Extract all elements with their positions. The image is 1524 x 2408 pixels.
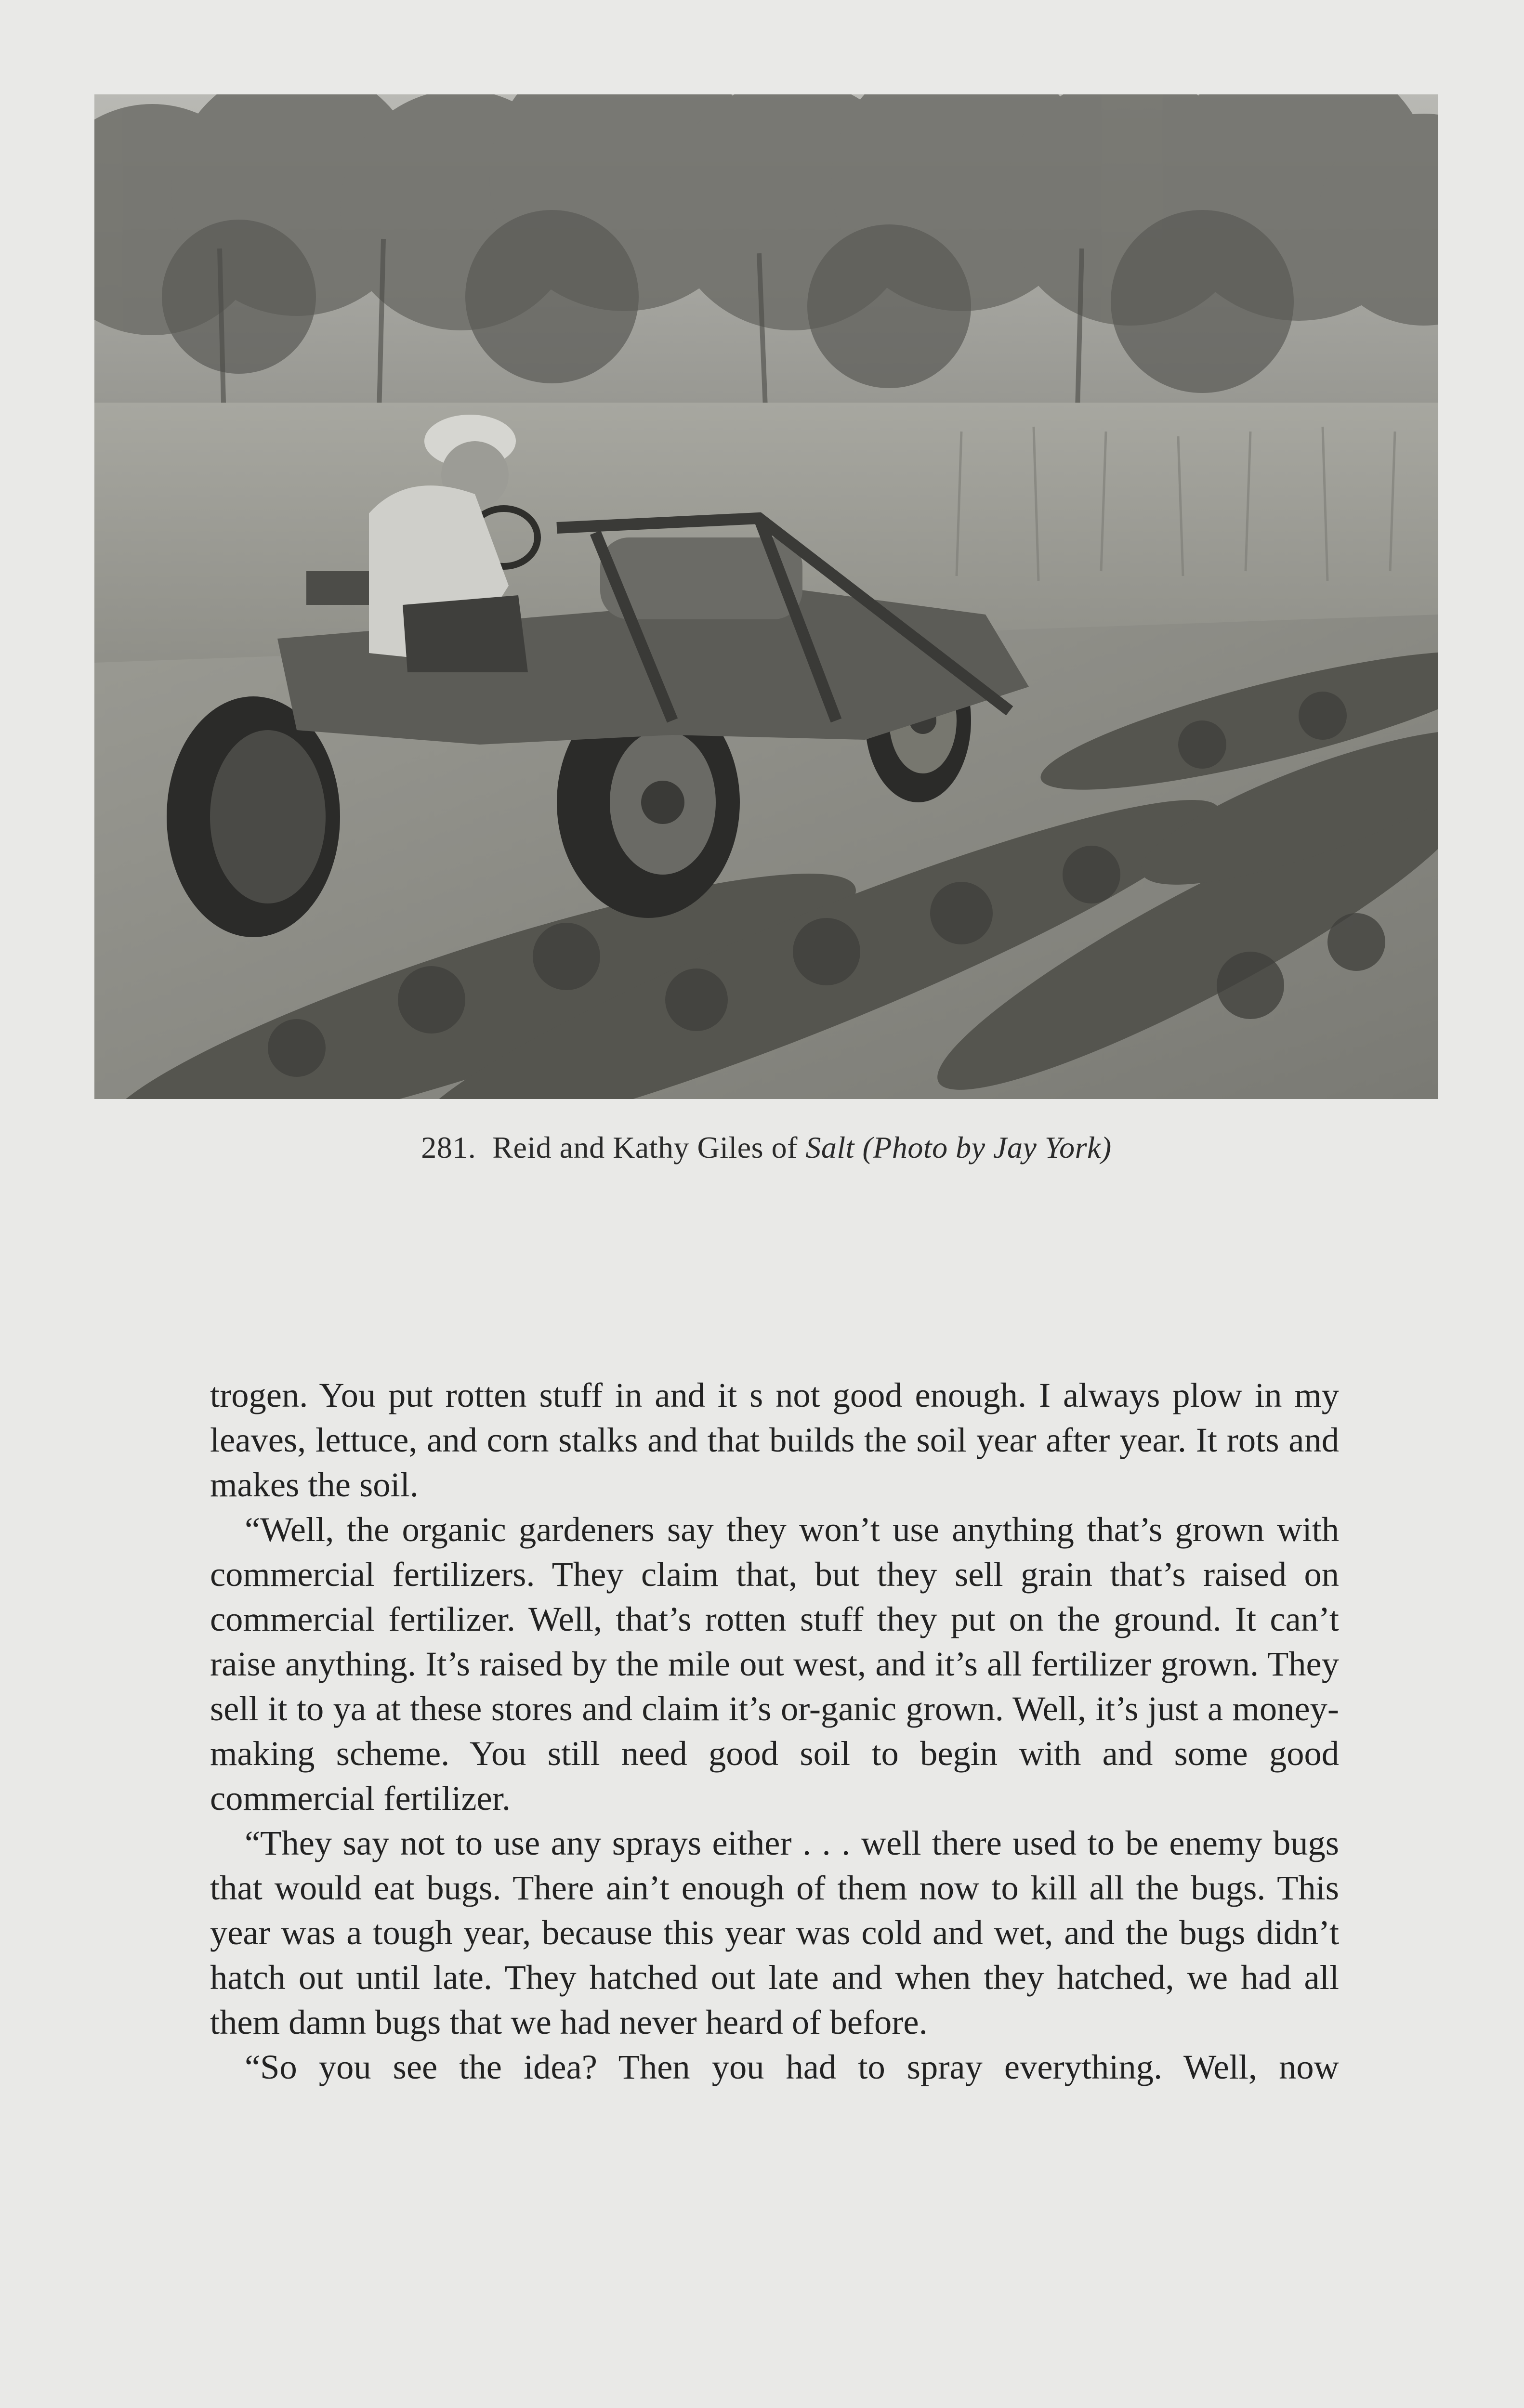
body-text xyxy=(210,1373,1339,2089)
paragraph: “Well, the organic gardeners say they won’t use anything that’s grown with commercial fertilizers. They claim that, but they sell grain that’s raised on commercial fertilizer. Well, that’s rotten stuff they put on the ground. It can’t raise anything. It’s raised by the mile out west, and it’s all fertilizer grown. They sell it to ya at these stores and claim it’s or-ganic grown. Well, it’s just a money-making scheme. You still need good soil to begin with and some good commercial fertilizer. xyxy=(210,1510,1339,1818)
caption-credit: (Photo by Jay York) xyxy=(862,1130,1112,1165)
caption-title: Salt xyxy=(805,1130,854,1165)
paragraph: trogen. You put rotten stuff in and it s not good enough. I always plow in my leaves, lettuce, and corn stalks and that builds the soil year after year. It rots and makes the soil. xyxy=(210,1375,1339,1504)
farm-tractor-photo xyxy=(94,94,1438,1099)
paragraph: “So you see the idea? Then you had to spray everything. Well, now xyxy=(245,2047,1339,2086)
figure-caption xyxy=(94,1126,1438,1169)
figure-number: 281. xyxy=(421,1130,476,1165)
paragraph: “They say not to use any sprays either . . . well there used to be enemy bugs that would eat bugs. There ain’t enough of them now to kill all the bugs. This year was a tough year, because this year was cold and wet, and the bugs didn’t hatch out until late. They hatched out late and when they hatched, we had all them damn bugs that we had never heard of before. xyxy=(210,1823,1339,2042)
caption-text: Reid and Kathy Giles of xyxy=(492,1130,798,1165)
tractor-photo-illustration xyxy=(94,94,1438,1099)
